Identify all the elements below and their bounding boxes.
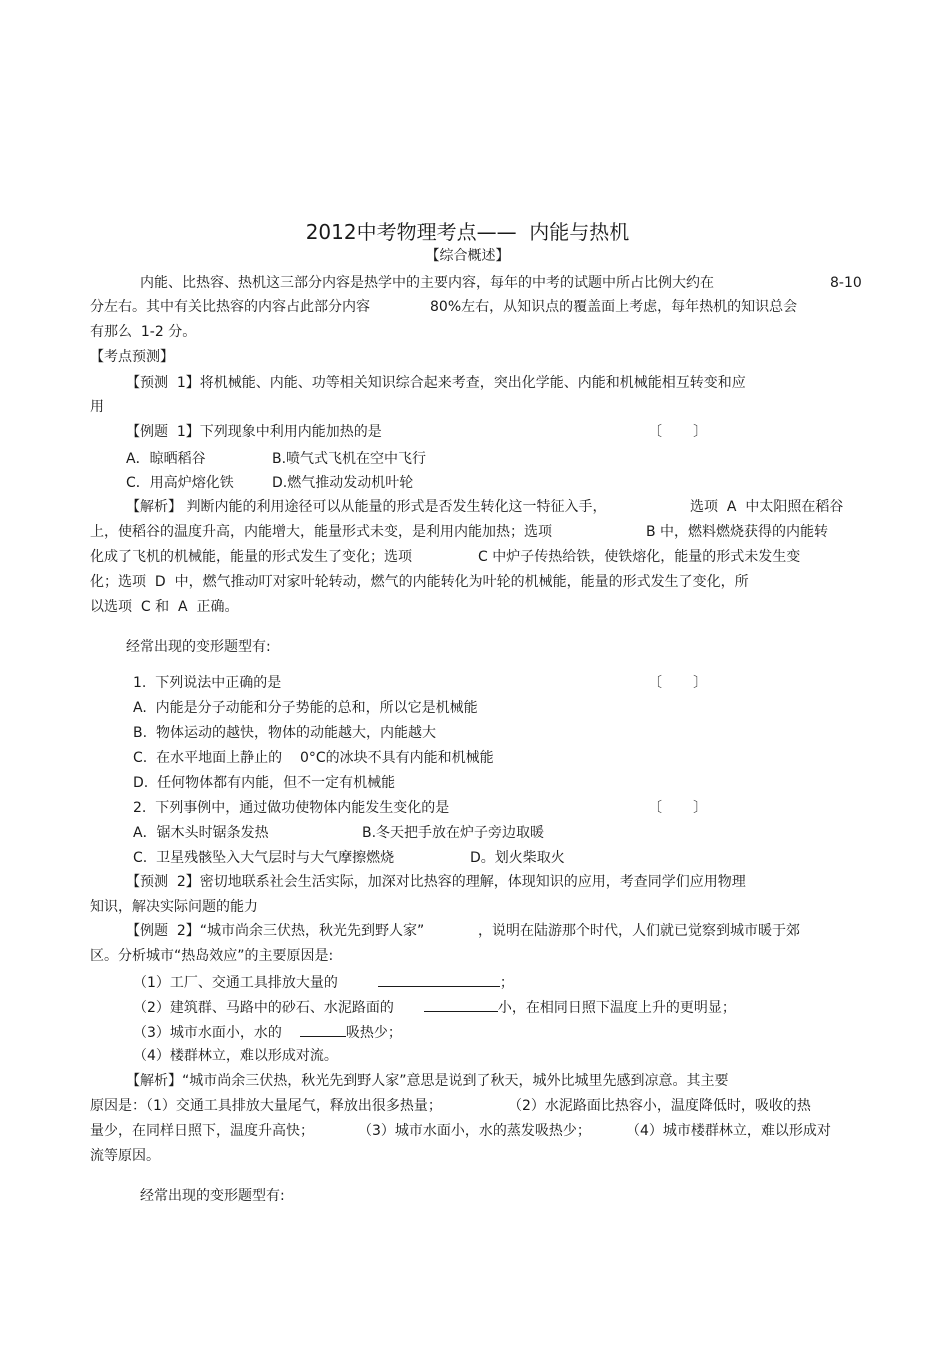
analysis-1-line-4: 化；选项 D 中，燃气推动叮对家叶轮转动，燃气的内能转化为叶轮的机械能，能量的形式发生了变化，所	[90, 574, 749, 590]
example-1-option-d: D.燃气推动发动机叶轮	[272, 475, 414, 491]
answer-blank-1[interactable]	[378, 971, 500, 987]
analysis-1-line-3a: 化成了飞机的机械能，能量的形式发生了变化；选项	[90, 549, 412, 565]
forecast-1-line-1: 【预测 1】将机械能、内能、功等相关知识综合起来考查，突出化学能、内能和机械能相互转变和应	[126, 375, 746, 391]
question-2-option-d: D。划火柴取火	[470, 850, 565, 866]
section-heading-overview: 【综合概述】	[425, 248, 510, 264]
example-2-item-3-end: 吸热少；	[345, 1025, 402, 1041]
forecast-2-line-1: 【预测 2】密切地联系社会生活实际，加深对比热容的理解，体现知识的应用，考查同学们应用物理	[126, 874, 746, 890]
analysis-2-line-3c: （4）城市楼群林立，难以形成对	[626, 1123, 831, 1139]
analysis-2-line-3b: （3）城市水面小，水的蒸发吸热少；	[358, 1123, 591, 1139]
example-2-item-4: （4）楼群林立，难以形成对流。	[133, 1048, 338, 1064]
example-2-item-2-text: （2）建筑群、马路中的砂石、水泥路面的	[133, 1000, 394, 1016]
overview-line-2a: 分左右。其中有关比热容的内容占此部分内容	[90, 299, 370, 315]
forecast-heading: 【考点预测】	[90, 349, 174, 365]
analysis-2-line-2a: 原因是：（1）交通工具排放大量尾气，释放出很多热量；	[90, 1098, 442, 1114]
question-1-option-d: D. 任何物体都有内能，但不一定有机械能	[133, 775, 396, 791]
example-2-item-3	[133, 1021, 402, 1043]
variants-label: 经常出现的变形题型有:	[126, 639, 271, 655]
analysis-1-line-2a: 上，使稻谷的温度升高，内能增大，能量形式未变，是利用内能加热；选项	[90, 524, 552, 540]
example-1-stem: 【例题 1】下列现象中利用内能加热的是	[126, 424, 382, 440]
question-1-option-b: B. 物体运动的越快，物体的动能越大，内能越大	[133, 725, 436, 741]
analysis-1-line-5: 以选项 C 和 A 正确。	[90, 599, 239, 615]
question-1-option-a: A. 内能是分子动能和分子势能的总和，所以它是机械能	[133, 700, 478, 716]
question-2-answer-bracket: 〔 〕	[648, 800, 708, 816]
analysis-2-line-1: 【解析】“城市尚余三伏热，秋光先到野人家”意思是说到了秋天，城外比城里先感到凉意。其主要	[126, 1073, 729, 1089]
analysis-2-line-4: 流等原因。	[90, 1148, 160, 1164]
example-1-option-c: C．用高炉熔化铁	[126, 475, 234, 491]
question-2-option-b: B.冬天把手放在炉子旁边取暖	[362, 825, 545, 841]
forecast-1-line-2: 用	[90, 399, 104, 415]
question-2-option-a: A．锯木头时锯条发热	[133, 825, 269, 841]
question-1-option-c-a: C. 在水平地面上静止的	[133, 750, 283, 766]
forecast-2-line-2: 知识，解决实际问题的能力	[90, 899, 258, 915]
example-2-line-1b: ，说明在陆游那个时代，人们就已觉察到城市暖于郊	[478, 923, 800, 939]
example-2-item-3-text: （3）城市水面小，水的	[133, 1025, 282, 1041]
variants-label-2: 经常出现的变形题型有:	[140, 1188, 285, 1204]
analysis-1-line-1b: 选项 A 中太阳照在稻谷	[690, 499, 844, 515]
question-1-answer-bracket: 〔 〕	[648, 675, 708, 691]
analysis-2-line-2b: （2）水泥路面比热容小，温度降低时，吸收的热	[508, 1098, 811, 1114]
example-2-item-1	[133, 971, 514, 993]
overview-line-1: 内能、比热容、热机这三部分内容是热学中的主要内容，每年的中考的试题中所占比例大约在	[140, 275, 714, 291]
question-2-stem: 2. 下列事例中，通过做功使物体内能发生变化的是	[133, 800, 450, 816]
analysis-2-line-3a: 量少，在同样日照下，温度升高快；	[90, 1123, 314, 1139]
answer-blank-2[interactable]	[424, 996, 498, 1012]
document-title: 2012中考物理考点—— 内能与热机	[305, 220, 630, 244]
example-2-item-1-end: ；	[499, 975, 514, 991]
question-1-option-c-b: 0°C的冰块不具有内能和机械能	[300, 750, 494, 766]
answer-blank-3[interactable]	[300, 1021, 346, 1037]
overview-line-2b: 80%左右，从知识点的覆盖面上考虑，每年热机的知识总会	[430, 299, 798, 315]
overview-line-1-end: 8-10	[830, 275, 862, 291]
question-1-stem: 1. 下列说法中正确的是	[133, 675, 282, 691]
overview-line-3: 有那么 1-2 分。	[90, 324, 197, 340]
question-2-option-c: C. 卫星残骸坠入大气层时与大气摩擦燃烧	[133, 850, 395, 866]
example-2-item-2-end: 小，在相同日照下温度上升的更明显；	[497, 1000, 736, 1016]
analysis-1-line-2b: B 中，燃料燃烧获得的内能转	[646, 524, 829, 540]
analysis-1-line-1a: 【解析】 判断内能的利用途径可以从能量的形式是否发生转化这一特征入手，	[126, 499, 607, 515]
example-2-line-1a: 【例题 2】“城市尚余三伏热，秋光先到野人家”	[126, 923, 425, 939]
analysis-1-line-3b: C 中炉子传热给铁，使铁熔化，能量的形式未发生变	[478, 549, 801, 565]
example-1-answer-bracket: 〔 〕	[648, 424, 708, 440]
example-2-item-1-text: （1）工厂、交通工具排放大量的	[133, 975, 338, 991]
example-1-option-b: B.喷气式飞机在空中飞行	[272, 451, 427, 467]
example-2-item-2	[133, 996, 736, 1018]
example-1-option-a: A．晾晒稻谷	[126, 451, 206, 467]
example-2-line-2: 区。分析城市“热岛效应”的主要原因是:	[90, 948, 334, 964]
